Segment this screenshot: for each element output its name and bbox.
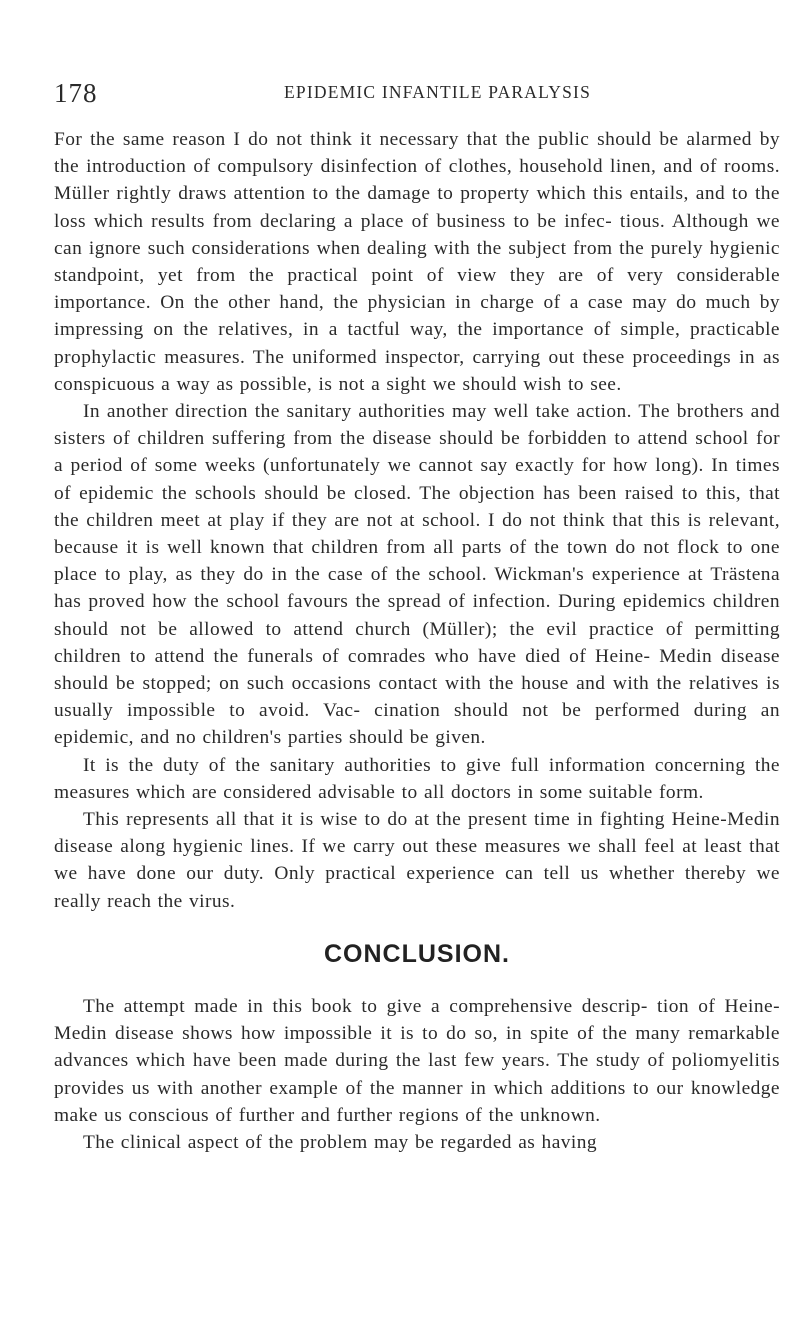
paragraph-disinfection: For the same reason I do not think it necessary that the public should be alarmed by the introduction of compulsory disinfection of clothes, household linen, and of rooms. Müller rightly draws attention to the damage to property which this entails, and to the loss which results from declaring a place of business to be infec- tious. Although we can ignore such considerations when dealing with the subject from the purely hygienic standpoint, yet from the practical point of view they are of very considerable importance. On the other hand, the physician in charge of a case may do much by impressing on the relatives, in a tactful way, the importance of simple, practicable prophylactic measures. The uniformed inspector, carrying out these proceedings in as conspicuous a way as possible, is not a sight we should wish to see. <box>54 129 780 395</box>
paragraph-sanitary-action: In another direction the sanitary authorities may well take action. The brothers and sisters of children suffering from the disease should be forbidden to attend school for a period of some weeks (unfortunately we cannot say exactly for how long). In times of epidemic the schools should be closed. The objection has been raised to this, that the children meet at play if they are not at school. I do not think that this is relevant, because it is well known that children from all parts of the town do not flock to one place to play, as they do in the case of the school. Wickman's experience at Trästena has proved how the school favours the spread of infection. During epidemics children should not be allowed to attend church (Müller); the evil practice of permitting children to attend the funerals of comrades who have died of Heine- Medin disease should be stopped; on such occasions contact with the house and with the relatives is usually impossible to avoid. Vac- cination should not be performed during an epidemic, and no children's parties should be given. <box>54 401 780 749</box>
page-number: 178 <box>54 78 98 108</box>
running-head <box>54 78 780 108</box>
paragraph-hygienic-lines: This represents all that it is wise to do at the present time in fighting Heine-Medin disease along hygienic lines. If we carry out these measures we shall feel at least that we have done our duty. Only practical experience can tell us whether thereby we really reach the virus. <box>54 809 780 912</box>
paragraph-clinical-aspect: The clinical aspect of the problem may be regarded as having <box>83 1131 598 1153</box>
section-heading-conclusion: CONCLUSION. <box>324 939 510 968</box>
paragraph-duty-information: It is the duty of the sanitary authorities to give full information concerning the measures which are considered advisable to all doctors in some suitable form. <box>54 754 780 803</box>
paragraph-conclusion-intro: The attempt made in this book to give a comprehensive descrip- tion of Heine-Medin disease shows how impossible it is to do so, in spite of the many remarkable advances which have been made during the last few years. The study of poliomyelitis provides us with another example of the manner in which additions to our knowledge make us conscious of further and further regions of the unknown. <box>54 995 780 1126</box>
running-title: EPIDEMIC INFANTILE PARALYSIS <box>284 82 592 102</box>
body-text <box>54 126 780 1156</box>
